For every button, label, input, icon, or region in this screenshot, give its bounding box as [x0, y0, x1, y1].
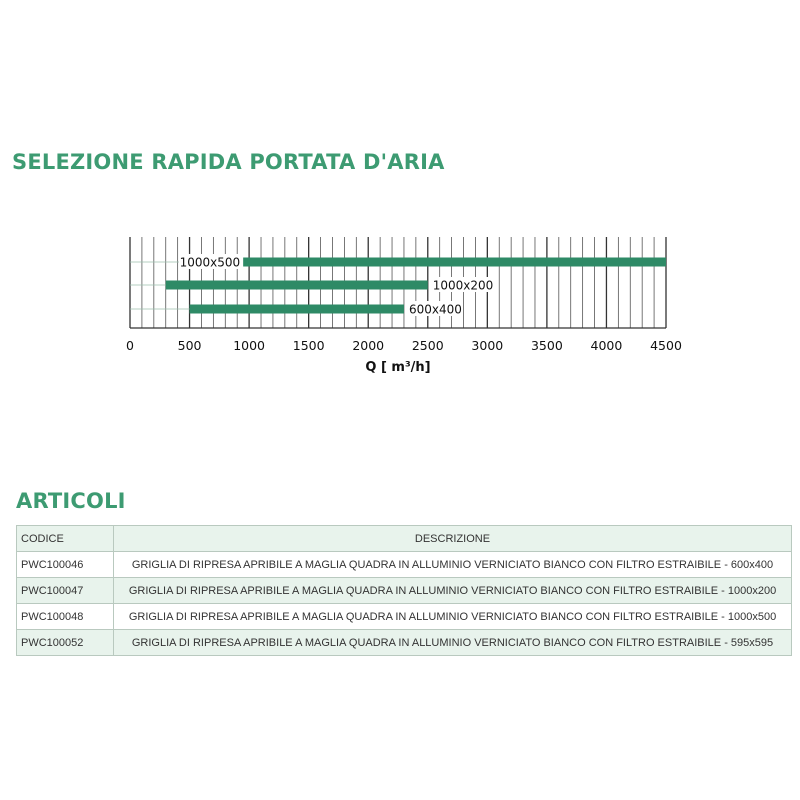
bar-1000x200: [166, 281, 428, 290]
table-row: [17, 630, 792, 656]
section-title-articoli: ARTICOLI: [16, 489, 126, 513]
column-header-codice: CODICE: [17, 526, 114, 552]
bar-label-1000x500: 1000x500: [179, 255, 241, 270]
x-tick-label: 2000: [352, 338, 385, 353]
cell-code: PWC100048: [17, 604, 114, 630]
articles-table: [16, 525, 792, 656]
airflow-chart: [0, 225, 800, 380]
x-tick-label: 3500: [530, 338, 563, 353]
cell-description: GRIGLIA DI RIPRESA APRIBILE A MAGLIA QUADRA IN ALLUMINIO VERNICIATO BIANCO CON FILTRO ESTRAIBILE - 595x595: [114, 630, 792, 656]
x-tick-label: 3000: [471, 338, 504, 353]
table-header-row: [17, 526, 792, 552]
table-row: [17, 578, 792, 604]
cell-code: PWC100052: [17, 630, 114, 656]
chart-bars: [166, 254, 666, 317]
table-row: [17, 604, 792, 630]
cell-description: GRIGLIA DI RIPRESA APRIBILE A MAGLIA QUADRA IN ALLUMINIO VERNICIATO BIANCO CON FILTRO ESTRAIBILE - 600x400: [114, 552, 792, 578]
x-tick-label: 500: [177, 338, 202, 353]
bar-600x400: [190, 305, 404, 314]
table-row: [17, 552, 792, 578]
x-axis-label: Q [ m³/h]: [365, 360, 431, 375]
cell-code: PWC100046: [17, 552, 114, 578]
chart-title: SELEZIONE RAPIDA PORTATA D'ARIA: [12, 150, 445, 174]
cell-description: GRIGLIA DI RIPRESA APRIBILE A MAGLIA QUADRA IN ALLUMINIO VERNICIATO BIANCO CON FILTRO ESTRAIBILE - 1000x500: [114, 604, 792, 630]
cell-description: GRIGLIA DI RIPRESA APRIBILE A MAGLIA QUADRA IN ALLUMINIO VERNICIATO BIANCO CON FILTRO ESTRAIBILE - 1000x200: [114, 578, 792, 604]
bar-1000x500: [243, 258, 666, 267]
x-tick-label: 1500: [292, 338, 325, 353]
x-tick-label: 4000: [590, 338, 623, 353]
bar-label-600x400: 600x400: [408, 302, 462, 317]
x-tick-label: 0: [126, 338, 134, 353]
x-tick-label: 4500: [650, 338, 682, 353]
x-tick-label: 1000: [233, 338, 266, 353]
cell-code: PWC100047: [17, 578, 114, 604]
x-tick-label: 2500: [411, 338, 444, 353]
column-header-descrizione: DESCRIZIONE: [114, 526, 792, 552]
bar-label-1000x200: 1000x200: [432, 278, 494, 293]
chart-tick-labels: [126, 338, 682, 353]
